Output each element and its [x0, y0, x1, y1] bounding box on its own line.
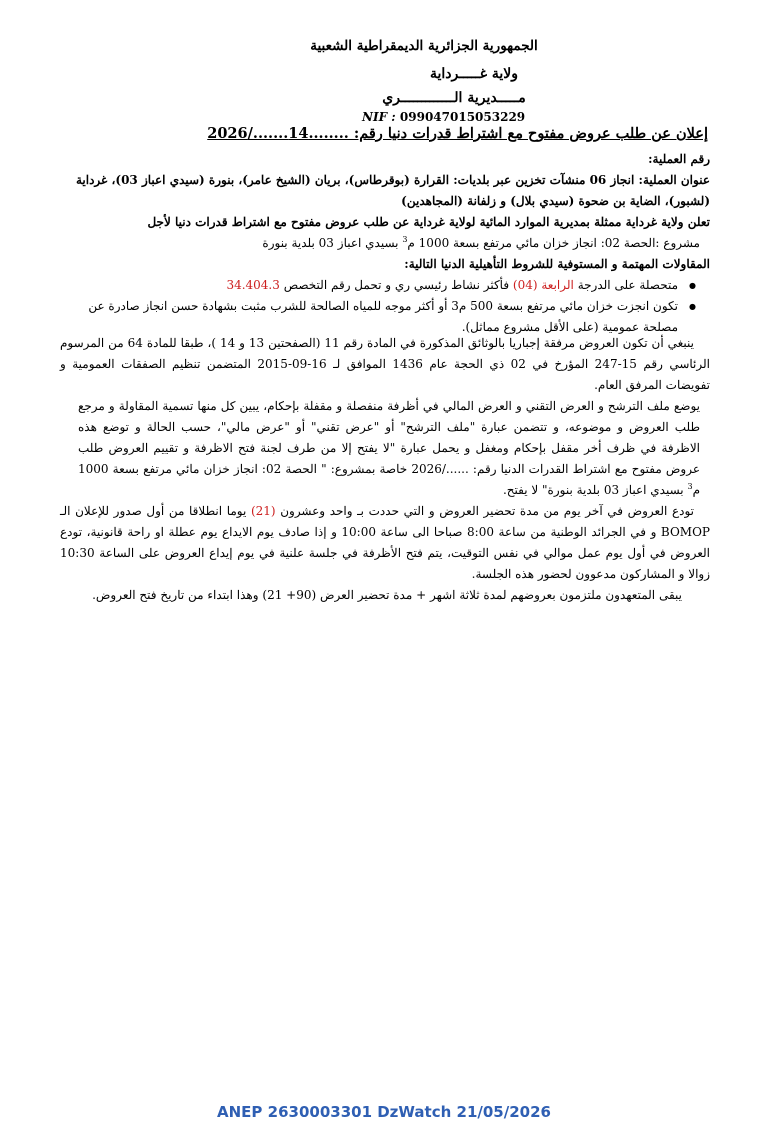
project-line [60, 233, 710, 254]
paragraph-deposit-days: (21) [250, 504, 276, 518]
operation-address-label: عنوان العملية: [638, 173, 710, 187]
paragraph-deposit-text-b: يوما انطلاقا من أول صدور للإعلان الـ BOMOP و في الجرائد الوطنية من ساعة 8:00 صباحا الى ساعة 10:00 و إذا صادف يوم الايداع يوم عطلة او راحة قانونية، تودع العروض في أول يوم عمل موالي في نفس التوقيت، يتم فتح الأظرفة في جلسة علنية في يوم إيداع العروض على الساعة 10:30 زوالا و المشاركون مدعوون لحضور هذه الجلسة. [60, 504, 710, 581]
conditions-heading: المقاولات المهتمة و المستوفية للشروط التأهيلية الدنيا التالية: [404, 257, 710, 271]
paragraph-envelopes-text-b: بسيدي اعباز 03 بلدية بنورة" لا يفتح. [502, 483, 688, 497]
condition-grade-level: الرابعة (04) [512, 278, 574, 292]
footer-reference: ANEP 2630003301 DzWatch 21/05/2026 [217, 1103, 551, 1121]
conditions-list [60, 275, 696, 338]
project-text-a: مشروع :الحصة 02: انجاز خزان مائي مرتفع بسعة 1000 م [407, 236, 700, 250]
paragraph-envelopes [60, 396, 710, 501]
republic-heading: الجمهورية الجزائرية الديمقراطية الشعبية [310, 38, 538, 54]
paragraph-deposit-text: تودع العروض في آخر يوم من مدة تحضير العروض و التي حددت بـ واحد وعشرون [275, 504, 694, 518]
operation-number-label: رقم العملية: [648, 152, 710, 166]
paragraph-deposit [60, 501, 710, 585]
paragraph-envelopes-sup: 3 [687, 482, 693, 491]
nif-label: NIF : [362, 110, 396, 124]
body-paragraphs [60, 333, 710, 606]
announcement-title: إعلان عن طلب عروض مفتوح مع اشتراط قدرات دنيا رقم: ........14......./2026 [207, 125, 708, 142]
directorate-heading: مـــــديرية الـــــــــــــري [382, 90, 526, 106]
condition-item-grade [60, 275, 696, 296]
project-text-b: بسيدي اعباز 03 بلدية بنورة [262, 236, 403, 250]
nif-line [362, 110, 525, 124]
condition-grade-text-b: فأكثر نشاط رئيسي ري و تحمل رقم التخصص [279, 278, 513, 292]
paragraph-documents: ينبغي أن تكون العروض مرفقة إجباريا بالوثائق المذكورة في المادة رقم 11 (الصفحتين 13 و 14 )، طبقا للمادة 64 من المرسوم الرئاسي رقم 15-247 المؤرخ في 02 ذي الحجة عام 1436 الموافق لـ 16-09-2015 المتضمن تنظيم الصفقات العمومية و تفويضات المرفق العام. [60, 336, 711, 392]
operation-block [60, 149, 710, 338]
paragraph-validity: يبقى المتعهدون ملتزمون بعروضهم لمدة ثلاثة اشهر + مدة تحضير العرض (90+ 21) وهذا ابتداء من تاريخ فتح العروض. [92, 588, 682, 602]
condition-specialty-number: 34.404.3 [226, 278, 280, 292]
wilaya-heading: ولاية غـــــرداية [429, 66, 519, 82]
paragraph-envelopes-text: يوضع ملف الترشح و العرض التقني و العرض المالي في أظرفة منفصلة و مقفلة بإحكام، يبين كل منها تسمية المقاولة و مرجع طلب العروض و موضوعه، و تتضمن عبارة "ملف الترشح" أو "عرض تقني" أو "عرض مالي"، حسب الحالة و توضع هذه الاظرفة في ظرف أخر مقفل بإحكام ومغفل و يحمل عبارة "لا يفتح إلا من طرف لجنة فتح الاظرفة و تقييم العروض طلب عروض مفتوح مع اشتراط القدرات الدنيا رقم: ....../2026 خاصة بمشروع: " الحصة 02: انجاز خزان مائي مرتفع بسعة 1000 م [78, 399, 701, 497]
announcement-intro: تعلن ولاية غرداية ممثلة بمديرية الموارد المائية لولاية غرداية عن طلب عروض مفتوح مع اشتراط قدرات دنيا لأجل [147, 215, 710, 229]
operation-address [60, 170, 710, 212]
condition-grade-text: متحصلة على الدرجة [573, 278, 678, 292]
project-sup: 3 [402, 235, 408, 244]
nif-value: 099047015053229 [399, 110, 526, 124]
condition-item-reference: ● تكون انجزت خزان مائي مرتفع بسعة 500 م3 أو أكثر موجه للمياه الصالحة للشرب مثبت بشهادة حسن انجاز صادرة عن مصلحة عمومية (على الأقل مشروع مماثل). [60, 296, 696, 338]
operation-address-text: انجاز 06 منشآت تخزين عبر بلديات: القرارة (بوقرطاس)، بريان (الشيخ عامر)، بنورة (سيدي اعباز 03)، غرداية (لشبور)، الضاية بن ضحوة (سيدي بلال) و زلفانة (المجاهدين) [75, 173, 710, 208]
